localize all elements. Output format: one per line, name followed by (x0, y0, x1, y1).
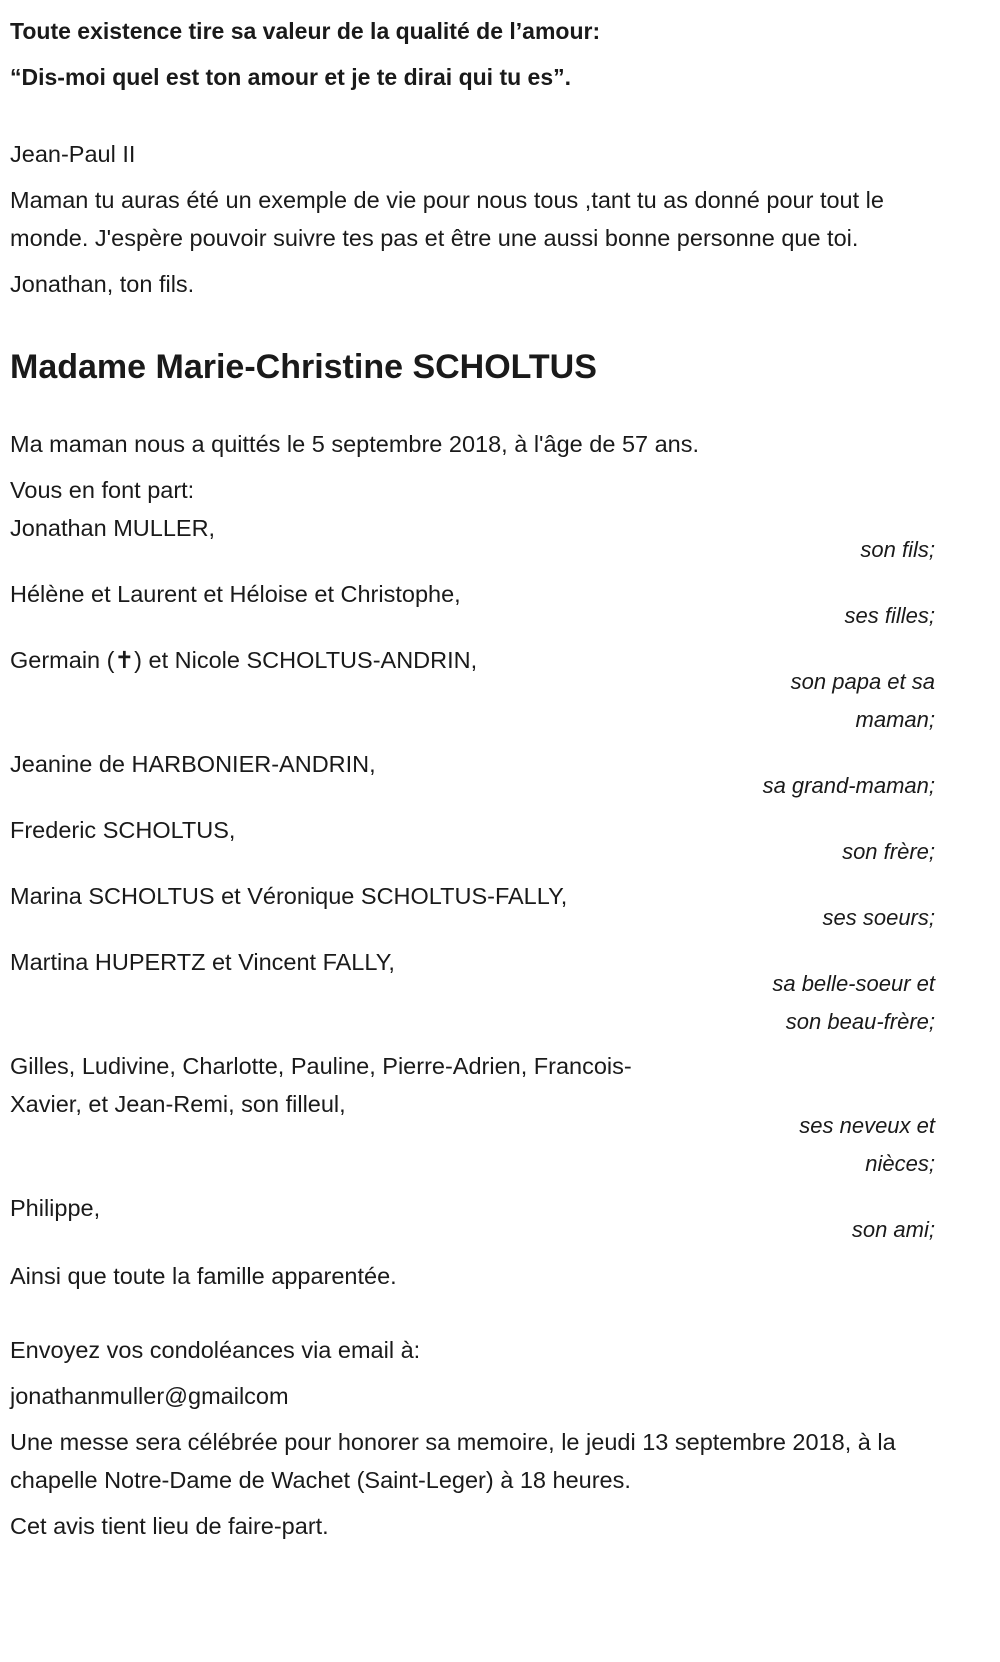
announcement: Ma maman nous a quittés le 5 septembre 2018, à l'âge de 57 ans. (10, 431, 700, 457)
family-relation: son frère; (842, 839, 935, 864)
family-name: Germain (✝) et Nicole SCHOLTUS-ANDRIN, (10, 647, 478, 673)
condolences-email[interactable]: jonathanmuller@gmailcom (10, 1383, 289, 1409)
family-name: Frederic SCHOLTUS, (10, 817, 236, 843)
family-name: Jonathan MULLER, (10, 515, 216, 541)
family-relation: son fils; (860, 537, 935, 562)
family-entry (10, 1189, 935, 1249)
quote-line-2: “Dis-moi quel est ton amour et je te dirai qui tu es”. (10, 64, 572, 90)
condolences-label: Envoyez vos condoléances via email à: (10, 1337, 421, 1363)
family-entry (10, 1047, 935, 1183)
quote-line-1: Toute existence tire sa valeur de la qualité de l’amour: (10, 18, 601, 44)
family-name: Martina HUPERTZ et Vincent FALLY, (10, 949, 395, 975)
quote-author: Jean-Paul II (10, 141, 136, 167)
family-name: Gilles, Ludivine, Charlotte, Pauline, Pierre-Adrien, Francois-Xavier, et Jean-Remi, son filleul, (10, 1053, 632, 1117)
tribute-signature: Jonathan, ton fils. (10, 271, 195, 297)
family-relation: ses filles; (844, 603, 935, 628)
family-name: Marina SCHOLTUS et Véronique SCHOLTUS-FALLY, (10, 883, 568, 909)
family-relation: ses neveux et nièces; (799, 1113, 935, 1176)
family-name: Philippe, (10, 1195, 101, 1221)
family-name: Jeanine de HARBONIER-ANDRIN, (10, 751, 376, 777)
family-relation: ses soeurs; (822, 905, 935, 930)
family-entry (10, 877, 935, 937)
family-relation: sa grand-maman; (762, 773, 935, 798)
family-entry (10, 943, 935, 1041)
family-name: Hélène et Laurent et Héloise et Christophe, (10, 581, 461, 607)
tribute-text: Maman tu auras été un exemple de vie pour nous tous ,tant tu as donné pour tout le monde. J'espère pouvoir suivre tes pas et être une aussi bonne personne que toi. (10, 187, 884, 251)
family-relation: son ami; (851, 1217, 935, 1242)
family-entry (10, 641, 935, 739)
family-entry (10, 745, 935, 805)
family-relation: sa belle-soeur et son beau-frère; (772, 971, 935, 1034)
mass-details: Une messe sera célébrée pour honorer sa memoire, le jeudi 13 septembre 2018, à la chapelle Notre-Dame de Wachet (Saint-Leger) à 18 heures. (10, 1429, 896, 1493)
family-intro: Vous en font part: (10, 477, 195, 503)
closing-note: Cet avis tient lieu de faire-part. (10, 1513, 329, 1539)
family-relation: son papa et sa maman; (790, 669, 935, 732)
deceased-name-title: Madame Marie-Christine SCHOLTUS (10, 348, 597, 386)
family-entry (10, 811, 935, 871)
family-list (10, 509, 935, 1249)
family-entry (10, 509, 935, 569)
family-entry (10, 575, 935, 635)
family-closing: Ainsi que toute la famille apparentée. (10, 1263, 397, 1289)
